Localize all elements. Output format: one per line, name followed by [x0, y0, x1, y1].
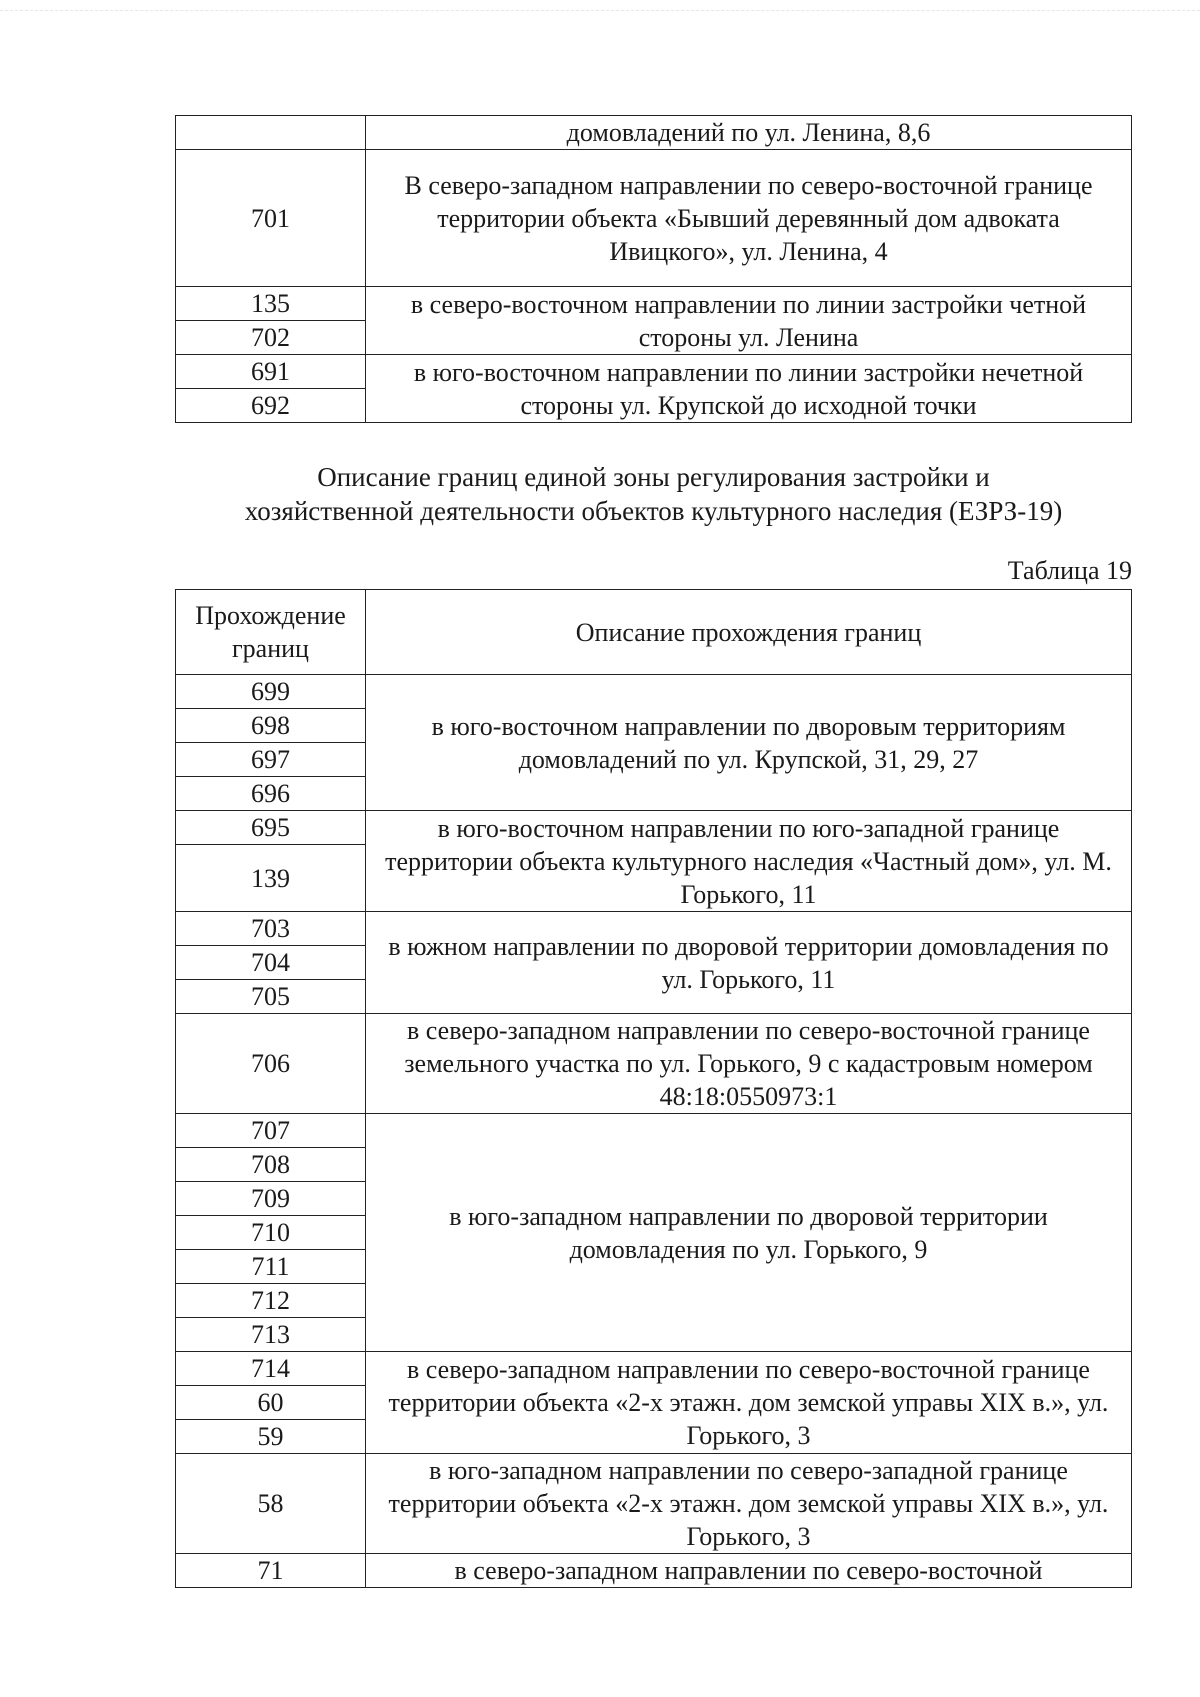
table-row [176, 1554, 1132, 1588]
point-number: 696 [176, 777, 366, 811]
column-header-points: Прохождение границ [176, 590, 366, 675]
heading-line-1: Описание границ единой зоны регулирования застройки и [317, 462, 990, 492]
point-number: 58 [176, 1454, 366, 1554]
boundary-description: в северо-западном направлении по северо-восточной [366, 1554, 1132, 1588]
point-number: 712 [176, 1284, 366, 1318]
heading-line-2: хозяйственной деятельности объектов культурного наследия (ЕЗРЗ-19) [244, 496, 1063, 526]
point-number: 692 [176, 389, 366, 423]
point-number: 698 [176, 709, 366, 743]
point-number: 710 [176, 1216, 366, 1250]
table-row [176, 116, 1132, 150]
point-number: 706 [176, 1014, 366, 1114]
point-number: 139 [176, 845, 366, 912]
point-number: 708 [176, 1148, 366, 1182]
point-number: 711 [176, 1250, 366, 1284]
table-row [176, 912, 1132, 946]
point-number: 701 [176, 150, 366, 287]
page-top-edge [0, 10, 1200, 11]
table-row [176, 1352, 1132, 1386]
boundary-description: в юго-западном направлении по дворовой территории домовладения по ул. Горького, 9 [366, 1114, 1132, 1352]
section-heading [175, 460, 1132, 528]
point-number: 59 [176, 1420, 366, 1454]
boundary-description: в юго-западном направлении по северо-западной границе территории объекта «2-х этажн. дом земской управы XIX в.», ул. Горького, 3 [366, 1454, 1132, 1554]
column-header-description: Описание прохождения границ [366, 590, 1132, 675]
table-row [176, 287, 1132, 321]
point-number: 709 [176, 1182, 366, 1216]
boundary-description: домовладений по ул. Ленина, 8,6 [366, 116, 1132, 150]
boundary-description: в северо-восточном направлении по линии застройки четной стороны ул. Ленина [366, 287, 1132, 355]
table-row [176, 811, 1132, 845]
boundary-table-continuation [175, 115, 1132, 423]
boundary-table-19 [175, 589, 1132, 1588]
table-row [176, 150, 1132, 287]
point-number [176, 116, 366, 150]
boundary-description: в юго-восточном направлении по юго-западной границе территории объекта культурного наследия «Частный дом», ул. М. Горького, 11 [366, 811, 1132, 912]
point-number: 60 [176, 1386, 366, 1420]
point-number: 703 [176, 912, 366, 946]
boundary-description: в южном направлении по дворовой территории домовладения по ул. Горького, 11 [366, 912, 1132, 1014]
table-header-row [176, 590, 1132, 675]
boundary-description: в юго-восточном направлении по дворовым территориям домовладений по ул. Крупской, 31, 29, 27 [366, 675, 1132, 811]
point-number: 71 [176, 1554, 366, 1588]
point-number: 699 [176, 675, 366, 709]
table-row [176, 675, 1132, 709]
boundary-description: в северо-западном направлении по северо-восточной границе территории объекта «2-х этажн. дом земской управы XIX в.», ул. Горького, 3 [366, 1352, 1132, 1454]
point-number: 691 [176, 355, 366, 389]
boundary-description: в северо-западном направлении по северо-восточной границе земельного участка по ул. Горького, 9 с кадастровым номером 48:18:0550973:1 [366, 1014, 1132, 1114]
table-row [176, 1014, 1132, 1114]
table-caption: Таблица 19 [1007, 556, 1132, 585]
point-number: 697 [176, 743, 366, 777]
point-number: 707 [176, 1114, 366, 1148]
point-number: 695 [176, 811, 366, 845]
point-number: 702 [176, 321, 366, 355]
point-number: 714 [176, 1352, 366, 1386]
table-row [176, 1114, 1132, 1148]
boundary-description: в юго-восточном направлении по линии застройки нечетной стороны ул. Крупской до исходной точки [366, 355, 1132, 423]
boundary-description: В северо-западном направлении по северо-восточной границе территории объекта «Бывший деревянный дом адвоката Ивицкого», ул. Ленина, 4 [366, 150, 1132, 287]
point-number: 704 [176, 946, 366, 980]
point-number: 713 [176, 1318, 366, 1352]
table-row [176, 1454, 1132, 1554]
table-row [176, 355, 1132, 389]
point-number: 705 [176, 980, 366, 1014]
point-number: 135 [176, 287, 366, 321]
